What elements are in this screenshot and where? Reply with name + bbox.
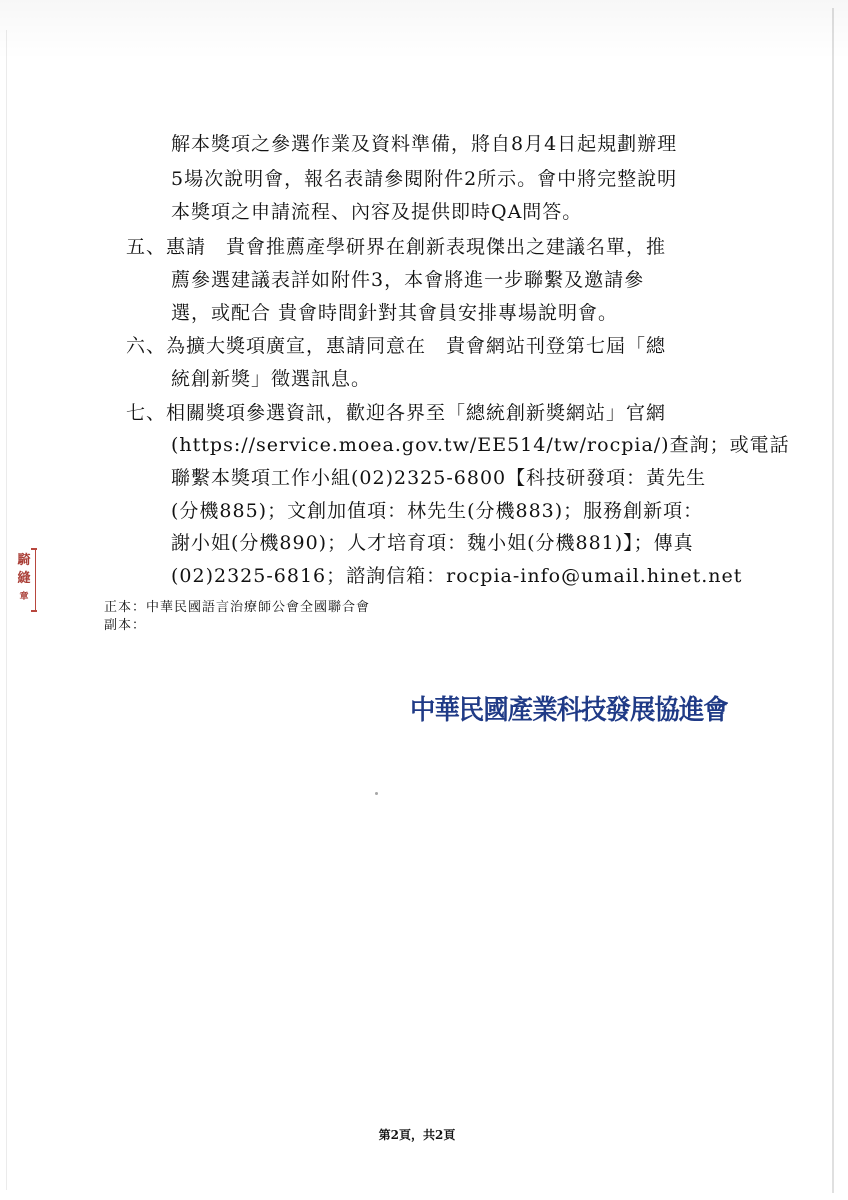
paragraph-line: (https://service.moea.gov.tw/EE514/tw/rocpia/)查詢；或電話 bbox=[171, 434, 790, 456]
paragraph-line: 解本獎項之參選作業及資料準備，將自8月4日起規劃辦理 bbox=[171, 133, 678, 155]
paragraph-line: 謝小姐(分機890)；人才培育項：魏小姐(分機881)】；傳真 bbox=[171, 532, 694, 554]
scan-edge-left bbox=[6, 30, 7, 1190]
paragraph-line: 選，或配合 貴會時間針對其會員安排專場說明會。 bbox=[171, 302, 619, 324]
seam-seal-stamp bbox=[13, 548, 36, 612]
scan-edge-right bbox=[832, 8, 834, 1193]
paragraph-line: (02)2325-6816；諮詢信箱：rocpia-info@umail.hinet.net bbox=[171, 565, 743, 587]
page-number: 第2頁，共2頁 bbox=[378, 1128, 456, 1142]
paragraph-line: 統創新獎」徵選訊息。 bbox=[171, 368, 372, 390]
seal-char: 章 bbox=[19, 592, 29, 602]
cc-primary: 正本：中華民國語言治療師公會全國聯合會 bbox=[104, 600, 371, 615]
item-seven-line: 七、相關獎項參選資訊，歡迎各界至「總統創新獎網站」官網 bbox=[126, 402, 667, 424]
paragraph-line: 薦參選建議表詳如附件3，本會將進一步聯繫及邀請參 bbox=[171, 269, 645, 291]
scan-speck bbox=[375, 792, 378, 795]
cc-secondary: 副本： bbox=[104, 618, 147, 633]
item-six-line: 六、為擴大獎項廣宣，惠請同意在 貴會網站刊登第七屆「總 bbox=[126, 335, 667, 357]
seal-tick bbox=[31, 548, 37, 550]
seal-char: 縫 bbox=[17, 571, 31, 586]
paragraph-line: 聯繫本獎項工作小組(02)2325-6800【科技研發項：黃先生 bbox=[171, 467, 707, 489]
paragraph-line: 本獎項之申請流程、內容及提供即時QA問答。 bbox=[171, 201, 583, 223]
seal-tick bbox=[31, 610, 37, 612]
paragraph-line: 5場次說明會，報名表請參閱附件2所示。會中將完整說明 bbox=[171, 168, 678, 190]
item-five-line: 五、惠請 貴會推薦產學研界在創新表現傑出之建議名單，推 bbox=[126, 236, 667, 258]
paragraph-line: (分機885)；文創加值項：林先生(分機883)；服務創新項： bbox=[171, 500, 704, 522]
seal-char: 騎 bbox=[17, 553, 31, 568]
issuer-stamp: 中華民國產業科技發展協進會 bbox=[410, 695, 728, 726]
scan-shadow bbox=[0, 0, 848, 60]
